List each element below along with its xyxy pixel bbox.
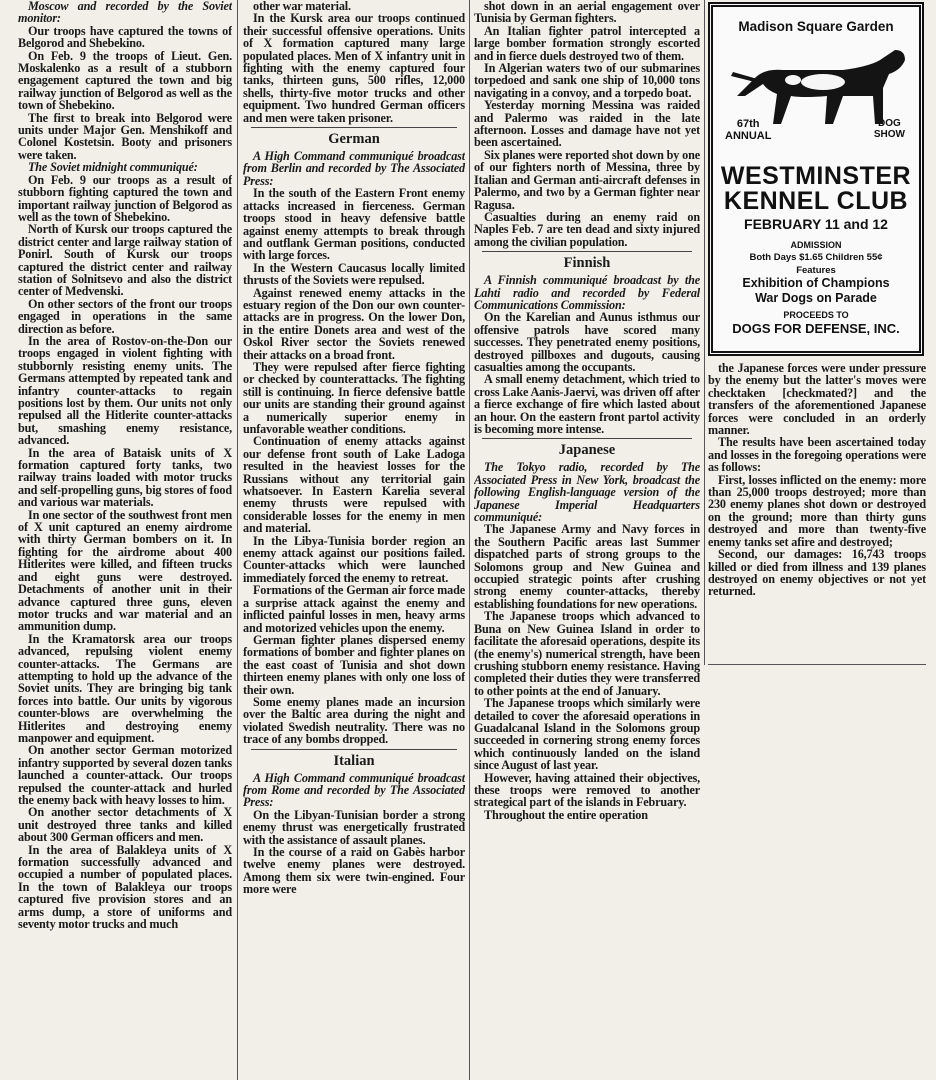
article-paragraph: Against renewed enemy attacks in the estuary region of the Don our own counter-attacks are in progress. On the lower Don, in the entire Donets area and west of the Oskol River sector the Soviets renewed their attacks on a broad front. — [243, 285, 465, 362]
article-paragraph: In the area of Balakleya units of X formation successfully advanced and occupied a number of populated places. In the town of Balakleya our troops captured five provision stores and an arms dump, a store of uniforms and seventy motor trucks and much — [18, 842, 232, 932]
section-heading: Italian — [333, 752, 375, 769]
ad-annual-number: 67th — [736, 118, 760, 130]
article-paragraph: Yesterday morning Messina was raided and Palermo was raided in the late afternoon. Losses and damage have not yet been ascertained. — [474, 98, 700, 150]
column-rule — [708, 664, 926, 665]
column-2 — [243, 0, 465, 1080]
ad-proceeds: PROCEEDS TO — [783, 310, 849, 320]
communique-intro: Moscow and recorded by the Soviet monitor: — [18, 0, 232, 26]
article-paragraph: Throughout the entire operation — [484, 807, 648, 822]
article-paragraph: Continuation of enemy attacks against our defense front south of Lake Ladoga resulted in the heaviest losses for the Russians without any territorial gain whatsoever. In Eastern Karelia several enemy thrusts were repulsed with considerable losses for the enemy in men and material. — [243, 434, 465, 536]
article-paragraph: On the Karelian and Aunus isthmus our offensive patrols have scored many successes. They penetrated enemy positions, destroyed pillboxes and dugouts, causing casualties among the occupants. — [474, 310, 700, 374]
article-paragraph: The results have been ascertained today and losses in the foregoing operations were as follows: — [708, 435, 926, 475]
ad-venue: Madison Square Garden — [738, 19, 894, 34]
article-paragraph: shot down in an aerial engagement over Tunisia by German fighters. — [474, 0, 700, 26]
column-4 — [708, 362, 926, 662]
column-1 — [18, 0, 232, 1080]
ad-dog-word: DOG — [878, 118, 901, 129]
section-heading: German — [328, 131, 380, 148]
article-paragraph: In the course of a raid on Gabès harbor twelve enemy planes were destroyed. Among them six were twin-engined. Four more were — [243, 845, 465, 897]
ad-prices: Both Days $1.65 Children 55¢ — [749, 252, 883, 263]
communique-intro: A Finnish communiqué broadcast by the Lahti radio and recorded by Federal Communications Commission: — [474, 273, 700, 312]
article-paragraph: Our troops have captured the towns of Belgorod and Shebekino. — [18, 23, 232, 51]
ad-title-line-2: KENNEL CLUB — [723, 187, 909, 215]
ad-annual — [725, 118, 771, 142]
communique-intro: A High Command communiqué broadcast from Rome and recorded by The Associated Press: — [243, 770, 465, 810]
article-paragraph: In one sector of the southwest front men of X unit captured an enemy airdrome with thirty German bombers on it. In fighting for the airdrome about 400 Hitlerites were killed, and fifteen trucks and eight guns were destroyed. Detachments of another unit in their advance captured three guns, eleven motor trucks and war material and an ammunition dump. — [18, 507, 232, 634]
ad-dates: FEBRUARY 11 and 12 — [744, 216, 888, 232]
section-heading: Japanese — [558, 442, 616, 459]
article-paragraph: German fighter planes dispersed enemy formations of bomber and fighter planes on the east coast of Tunisia and shot down thirteen enemy planes with only one loss of their own. — [243, 632, 465, 697]
section-divider — [251, 749, 457, 750]
section-divider — [251, 127, 457, 128]
article-paragraph: On the Libyan-Tunisian border a strong enemy thrust was energetically frustrated with the assistance of assault planes. — [243, 807, 465, 847]
ad-title-line-1: WESTMINSTER — [720, 162, 912, 190]
section-divider — [482, 251, 692, 252]
ad-features: Features — [796, 265, 836, 276]
article-paragraph: North of Kursk our troops captured the district center and large railway station of Ponirl. South of Kursk our troops captured the district center and railway station of Solnitsevo and also the district center of Medvenski. — [18, 222, 232, 299]
section-heading: Finnish — [563, 255, 611, 272]
article-paragraph: They were repulsed after fierce fighting or checked by counterattacks. The fighting still is continuing. In fierce defensive battle our units are standing their ground against a numerically superior enemy in unfavorable weather conditions. — [243, 359, 465, 436]
ad-dog-show — [874, 118, 905, 140]
ad-exhibit-line-2: War Dogs on Parade — [755, 291, 877, 305]
article-paragraph: the Japanese forces were under pressure by the enemy but the latter's moves were checktaken [checkmated?] and the transfers of the aforementioned Japanese forces were concluded in an orderly manner. — [708, 362, 926, 438]
article-paragraph: In the Kramatorsk area our troops advanced, repulsing violent enemy counter-attacks. The Germans are attempting to hold up the advance of the Soviet units. They are bringing big tank forces into battle. Our units by vigorous counter-blows are overwhelming the Hitlerites and destroying enemy manpower and equipment. — [18, 631, 232, 745]
article-paragraph: On other sectors of the front our troops engaged in operations in the same direction as before. — [18, 296, 232, 336]
ad-annual-word: ANNUAL — [725, 130, 772, 142]
article-paragraph: Formations of the German air force made a surprise attack against the enemy and inflicted painful losses in men, heavy arms and motorized vehicles upon the enemy. — [243, 583, 465, 635]
article-paragraph: On another sector German motorized infantry supported by several dozen tanks launched a counter-attack. Our troops repulsed the counter-attack and hurled the enemy back with heavy losses to him. — [18, 743, 232, 807]
article-paragraph: A small enemy detachment, which tried to cross Lake Aanis-Jaervi, was driven off after a fierce exchange of fire which lasted about an hour. On the eastern front partol activity is becoming more intense. — [474, 372, 700, 436]
article-paragraph: First, losses inflicted on the enemy: more than 25,000 troops destroyed; more than 230 enemy planes shot down or destroyed on the ground; more than thirty guns destroyed and more than twenty-five enemy tanks set afire and destroyed; — [708, 472, 926, 549]
ad-show-word: SHOW — [873, 129, 905, 140]
article-paragraph: In the Kursk area our troops continued their successful offensive operations. Units of X formation captured many large populated places. Men of X infantry unit in fighting with the enemy captured four tanks, thirteen guns, 500 rifles, 12,000 shells, thirty-five motor trucks and other equipment. Two hundred German officers and men were taken prisoner. — [243, 11, 465, 125]
communique-intro: A High Command communiqué broadcast from Berlin and recorded by The Associated Press: — [243, 149, 465, 188]
section-divider — [482, 438, 692, 439]
westminster-ad — [708, 2, 924, 356]
article-paragraph: On Feb. 9 the troops of Lieut. Gen. Moskalenko as a result of a stubborn engagement captured the town and big railway junction of Belgorod as well as the town of Shebekino. — [18, 48, 232, 113]
article-paragraph: The Japanese Army and Navy forces in the Southern Pacific areas last Summer dispatched parts of strong groups to the Solomons group and New Guinea and occupied strategic points after crushing strong enemy counter-attacks, thereby establishing foundations for new operations. — [474, 522, 700, 611]
article-paragraph: Casualties during an enemy raid on Naples Feb. 7 are ten dead and sixty injured among the civilian population. — [474, 209, 700, 249]
article-paragraph: On another sector detachments of X unit destroyed three tanks and killed about 300 German officers and men. — [18, 805, 232, 845]
article-paragraph: The Japanese troops which similarly were detailed to cover the aforesaid operations in Guadalcanal Island in the Solomons group succeeded in cornering strong enemy forces which continuously landed on the island since August of last year. — [474, 696, 700, 773]
article-paragraph: However, having attained their objectives, these troops were removed to another strategical part of the islands in February. — [474, 770, 700, 810]
article-paragraph: Six planes were reported shot down by one of our fighters north of Messina, three by Italian and German anti-aircraft defenses in Palermo, and two by a German fighter near Ragusa. — [474, 147, 700, 212]
ad-exhibit-line-1: Exhibition of Champions — [742, 276, 890, 290]
ad-beneficiary: DOGS FOR DEFENSE, INC. — [732, 321, 900, 336]
article-paragraph: In the Western Caucasus locally limited thrusts of the Soviets were repulsed. — [243, 260, 465, 288]
article-paragraph: In the Libya-Tunisia border region an enemy attack against our positions failed. Counter-attacks which were launched immediately forced the enemy to retreat. — [243, 533, 465, 585]
article-paragraph: Second, our damages: 16,743 troops killed or died from illness and 139 planes destroyed on enemy objectives or not yet returned. — [708, 547, 926, 599]
column-3 — [474, 0, 700, 1080]
article-paragraph: In Algerian waters two of our submarines torpedoed and sank one ship of 10,000 tons navigating in a convoy, and a torpedo boat. — [474, 61, 700, 100]
article-paragraph: An Italian fighter patrol intercepted a large bomber formation strongly escorted and in fierce duels destroyed two of them. — [474, 23, 700, 63]
column-rule — [469, 0, 470, 1080]
column-rule — [704, 0, 705, 665]
article-paragraph: In the south of the Eastern Front enemy attacks increased in fierceness. German troops stood in heavy defensive battle against enemy attempts to break through and outflank German positions, conducted with large forces. — [243, 186, 465, 263]
article-paragraph: On Feb. 9 our troops as a result of stubborn fighting captured the town and important railway junction of Belgorod as well as the town of Shebekino. — [18, 172, 232, 224]
article-paragraph: In the area of Bataisk units of X formation captured forty tanks, two railway trains loaded with motor trucks and self-propelling guns, big stores of food and various war materials. — [18, 445, 232, 510]
ad-dog-art — [713, 36, 919, 164]
ad-admission: ADMISSION — [790, 240, 842, 250]
article-paragraph: In the area of Rostov-on-the-Don our troops engaged in violent fighting with stubbornly resisting enemy units. The Germans attempted by repeated tank and infantry counter-attacks to regain positions lost by them. Our units not only repulsed all the Hitlerite counter-attacks but, smashing enemy resistance, advanced. — [18, 333, 232, 448]
column-rule — [237, 0, 238, 1080]
article-paragraph: other war material. — [253, 0, 351, 13]
article-paragraph: The Japanese troops which advanced to Buna on New Guinea Island in order to facilitate the aforesaid operations, despite its (the enemy's) numerical strength, have been crushing stubborn enemy resistance. Having completed their duties they were transferred to other points at the end of January. — [474, 609, 700, 698]
communique-intro: The Soviet midnight communiqué: — [28, 160, 198, 175]
article-paragraph: Some enemy planes made an incursion over the Baltic area during the night and violated Swedish neutrality. There was no trace of any bombs dropped. — [243, 694, 465, 747]
article-paragraph: The first to break into Belgorod were units under Major Gen. Menshikoff and Colonel Kostetsin. Booty and prisoners were taken. — [18, 110, 232, 162]
communique-intro: The Tokyo radio, recorded by The Associated Press in New York, broadcast the following English-language version of the Japanese Imperial Headquarters communiqué: — [474, 460, 700, 525]
